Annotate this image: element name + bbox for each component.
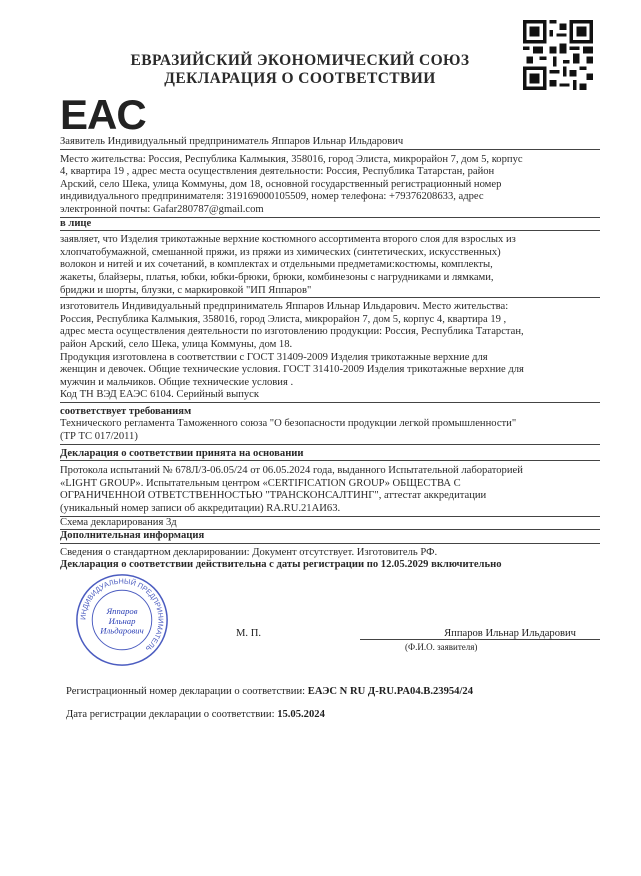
svg-text:Ильдарович: Ильдарович <box>100 625 144 636</box>
manufacturer-line: Россия, Республика Калмыкия, 358016, город Элиста, микрорайон 7, дом 5, корпус 4, квартира 19 , <box>60 313 507 325</box>
requirements-line: (ТР ТС 017/2011) <box>60 431 600 445</box>
registration-date-value: 15.05.2024 <box>277 709 325 720</box>
in-person-label: в лице <box>60 218 600 232</box>
svg-text:ИНДИВИДУАЛЬНЫЙ ПРЕДПРИНИМАТЕЛЬ: ИНДИВИДУАЛЬНЫЙ ПРЕДПРИНИМАТЕЛЬ <box>78 576 166 654</box>
signer-name: Яппаров Ильнар Ильдарович <box>360 628 600 640</box>
additional-heading: Дополнительная информация <box>60 530 600 544</box>
declares-line: волокон и нитей и их сочетаний, в комплектах и отдельными предметами:костюмы, комплекты, <box>60 259 493 271</box>
svg-text:Ильнар: Ильнар <box>108 615 136 626</box>
eac-logo: EAC <box>60 91 146 138</box>
basis-line: Протокола испытаний № 678Л/З-06.05/24 от 06.05.2024 года, выданного Испытательной лабораторией <box>60 465 523 477</box>
applicant-address-line: Арский, село Шека, улица Коммуны, дом 18, основной государственный регистрационный номер <box>60 178 502 190</box>
basis-heading: Декларация о соответствии принята на основании <box>60 448 600 462</box>
production-line: женщин и девочек. Общие технические условия. ГОСТ 31410-2009 Изделия трикотажные верхние для <box>60 364 524 376</box>
basis-line: (уникальный номер записи об аккредитации) RA.RU.21АИ63. <box>60 503 600 517</box>
tnved-code: Код ТН ВЭД ЕАЭС 6104. Серийный выпуск <box>60 389 600 403</box>
additional-block <box>60 530 600 572</box>
svg-text:Яппаров: Яппаров <box>106 606 138 617</box>
seal-stamp-icon <box>74 572 170 668</box>
applicant-address-line: электронной почты: Gafar280787@gmail.com <box>60 204 600 218</box>
declares-line: бриджи и шорты, блузки, с маркировкой "ИП Яппаров" <box>60 285 600 299</box>
registration-number-label: Регистрационный номер декларации о соответствии: <box>66 686 306 697</box>
basis-block <box>60 448 600 531</box>
manufacturer-block <box>60 301 600 403</box>
applicant-address-line: 4, квартира 19 , адрес места осуществления деятельности: Россия, Республика Татарстан, район <box>60 166 495 178</box>
title-line-declaration: ДЕКЛАРАЦИЯ О СООТВЕТСТВИИ <box>164 70 436 87</box>
document-title <box>60 52 540 88</box>
applicant-address <box>60 154 600 218</box>
additional-line: Сведения о стандартном декларировании: Документ отсутствует. Изготовитель РФ. <box>60 546 438 558</box>
requirements-line: Технического регламента Таможенного союза "О безопасности продукции легкой промышленности" <box>60 418 517 430</box>
production-line: мужчин и мальчиков. Общие технические условия . <box>60 376 294 388</box>
declares-block <box>60 234 600 298</box>
basis-line: «LIGHT GROUP». Испытательным центром «CERTIFICATION GROUP» ОБЩЕСТВА С <box>60 477 461 489</box>
declares-line: хлопчатобумажной, смешанной пряжи, из пряжи из химических (синтетических, искусственных) <box>60 246 501 258</box>
requirements-block <box>60 406 600 445</box>
registration-date-label: Дата регистрации декларации о соответствии: <box>66 709 275 720</box>
manufacturer-line: адрес места осуществления деятельности по изготовлению продукции: Россия, Республика Татарстан, <box>60 326 524 338</box>
declaration-body <box>60 136 600 572</box>
applicant-line: Заявитель Индивидуальный предприниматель Яппаров Ильнар Ильдарович <box>60 136 600 150</box>
manufacturer-line: изготовитель Индивидуальный предприниматель Яппаров Ильнар Ильдарович. Место жительства: <box>60 301 509 313</box>
basis-line: ОГРАНИЧЕННОЙ ОТВЕТСТВЕННОСТЬЮ "ТРАНСКОНСАЛТИНГ", аттестат аккредитации <box>60 490 487 502</box>
requirements-heading: соответствует требованиям <box>60 405 192 417</box>
applicant-address-line: Место жительства: Россия, Республика Калмыкия, 358016, город Элиста, микрорайон 7, дом 5, корпус <box>60 153 523 165</box>
applicant-address-line: индивидуального предпринимателя: 319169000105509, номер телефона: +79376208633, адрес <box>60 191 484 203</box>
validity-line: Декларация о соответствии действительна с даты регистрации по 12.05.2029 включительно <box>60 559 502 571</box>
stamp-place-label: М. П. <box>236 628 262 639</box>
declaration-scheme: Схема декларирования 3д <box>60 517 600 531</box>
qr-code-icon <box>523 20 593 90</box>
declares-line: заявляет, что Изделия трикотажные верхние костюмного ассортимента второго слоя для взрослых из <box>60 234 516 246</box>
manufacturer-line: район Арский, село Шека, улица Коммуны, дом 18. <box>60 338 293 350</box>
signer-caption: (Ф.И.О. заявителя) <box>405 642 478 652</box>
declares-line: жакеты, блайзеры, платья, юбки, юбки-брюки, брюки, комбинезоны с нагрудниками и лямками, <box>60 271 494 283</box>
registration-date <box>66 709 325 720</box>
production-line: Продукция изготовлена в соответствии с ГОСТ 31409-2009 Изделия трикотажные верхние для <box>60 351 488 363</box>
registration-number-value: ЕАЭС N RU Д-RU.PA04.B.23954/24 <box>307 686 474 697</box>
registration-number <box>66 686 473 697</box>
title-line-union: ЕВРАЗИЙСКИЙ ЭКОНОМИЧЕСКИЙ СОЮЗ <box>130 52 470 69</box>
